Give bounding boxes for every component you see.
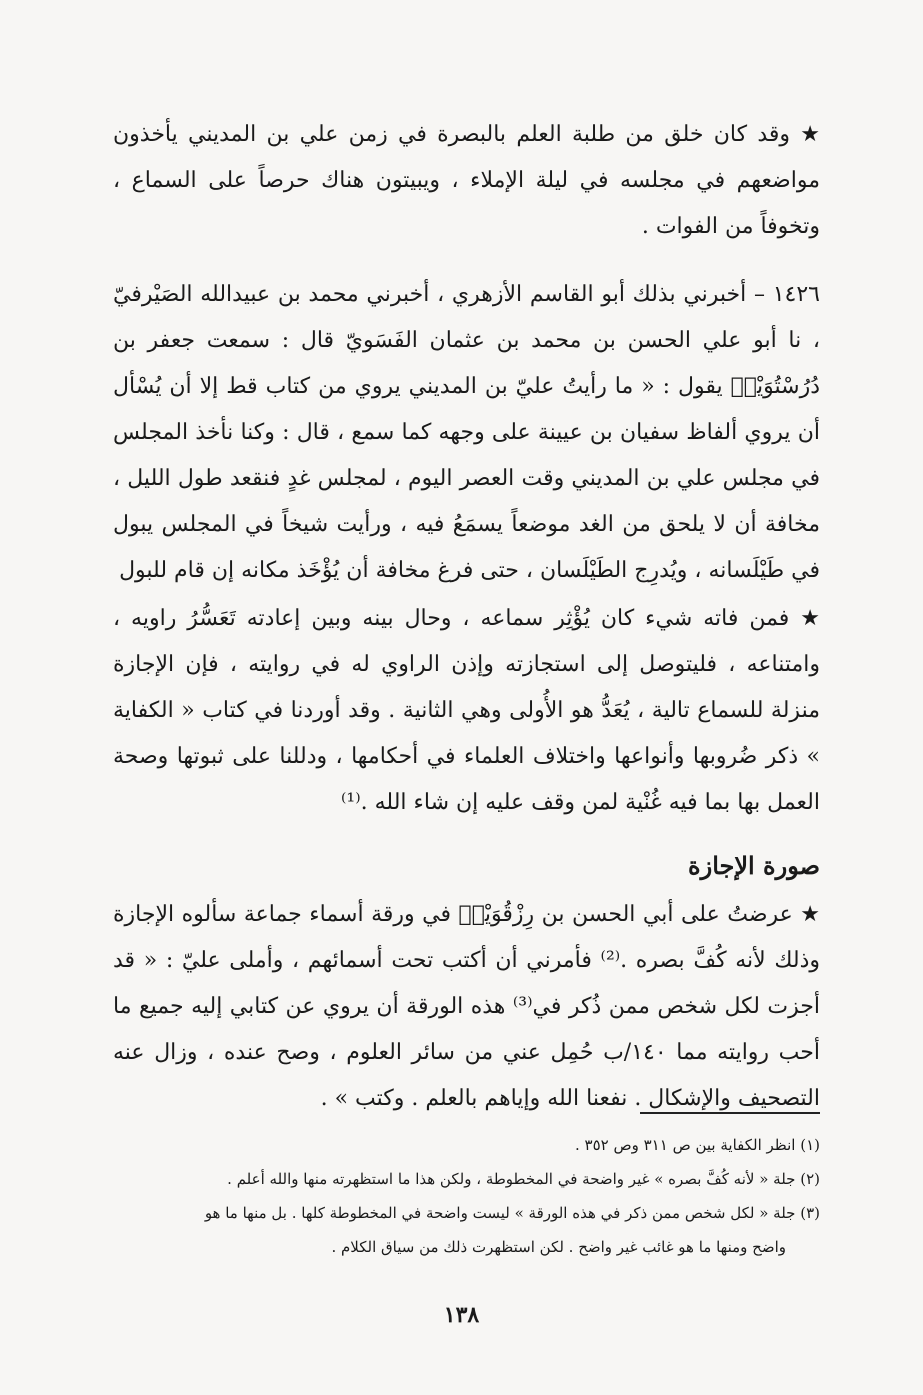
paragraph-students: ★ وقد كان خلق من طلبة العلم بالبصرة في زمن علي بن المديني يأخذون مواضعهم في مجلسه في ليلة الإملاء ، ويبيتون هناك حرصاً على السماع ، وتخوفاً من الفوات . [113,122,820,239]
page-number: ١٣٨ [443,1302,480,1328]
footnote-2: (٢) جلة « لأنه كُفَّ بصره » غير واضحة في المخطوطة ، ولكن هذا ما استظهرته منها والله أعلم . [227,1170,820,1188]
paragraph-ijaza: ★ فمن فاته شيء كان يُؤْثِر سماعه ، وحال بينه وبين إعادته تَعَسُّرُ راويه ، وامتناعه ، فليتوصل إلى استجازته وإذن الراوي له في روايته ، فإن الإجازة منزلة للسماع تالية ، يُعَدُّ هو الأُولى وهي الثانية . وقد أوردنا في كتاب « الكفاية » ذكر ضُروبها وأنواعها واختلاف العلماء في أحكامها ، ودللنا على ثبوتها وصحة العمل بها بما فيه غُنْية لمن وقف عليه إن شاء الله .⁽¹⁾ [113,606,820,815]
paragraph-narration-1426: ١٤٢٦ – أخبرني بذلك أبو القاسم الأزهري ، أخبرني محمد بن عبيدالله الصَيْرفيّ ، نا أبو علي الحسن بن محمد بن عثمان الفَسَويّ قال : سمعت جعفر بن دُرُسْتُوَيْهٖ يقول : « ما رأيتُ عليّ بن المديني يروي من كتاب قط إلا أن يُسْأل أن يروي ألفاظ سفيان بن عيينة على وجهه كما سمع ، قال : وكنا نأخذ المجلس في مجلس علي بن المديني وقت العصر اليوم ، لمجلس غدٍ فنقعد طول الليل ، مخافة أن لا يلحق من الغد موضعاً يسمَعُ فيه ، ورأيت شيخاً في المجلس يبول في طَيْلَسانه ، ويُدرِج الطَيْلَسان ، حتى فرغ مخافة أن يُؤْخَذ مكانه إن قام للبول [113,282,820,583]
footnotes [103,1128,820,1264]
footnote-1: (١) انظر الكفاية بين ص ٣١١ وص ٣٥٢ . [574,1136,820,1154]
footnote-separator [640,1112,820,1114]
section-heading: صورة الإجازة [688,851,820,880]
footnote-3-continued: واضح ومنها ما هو غائب غير واضح . لكن استظهرت ذلك من سياق الكلام . [331,1238,786,1256]
footnote-3: (٣) جلة « لكل شخص ممن ذكر في هذه الورقة » ليست واضحة في المخطوطة كلها . بل منها ما هو [204,1204,820,1222]
main-text [113,112,820,1122]
paragraph-ijaza-form: ★ عرضتُ على أبي الحسن بن رِزْقُوَيْهٖ في ورقة أسماء جماعة سألوه الإجازة وذلك لأنه كُفَّ بصره .⁽²⁾ فأمرني أن أكتب تحت أسمائهم ، وأملى عليّ : « قد أجزت لكل شخص ممن ذُكر في⁽³⁾ هذه الورقة أن يروي عن كتابي إليه جميع ما أحب روايته مما ١٤٠/ب حُمِل عني من سائر العلوم ، وصح عنده ، وزال عنه التصحيف والإشكال . نفعنا الله وإياهم بالعلم . وكتب » . [113,902,820,1111]
